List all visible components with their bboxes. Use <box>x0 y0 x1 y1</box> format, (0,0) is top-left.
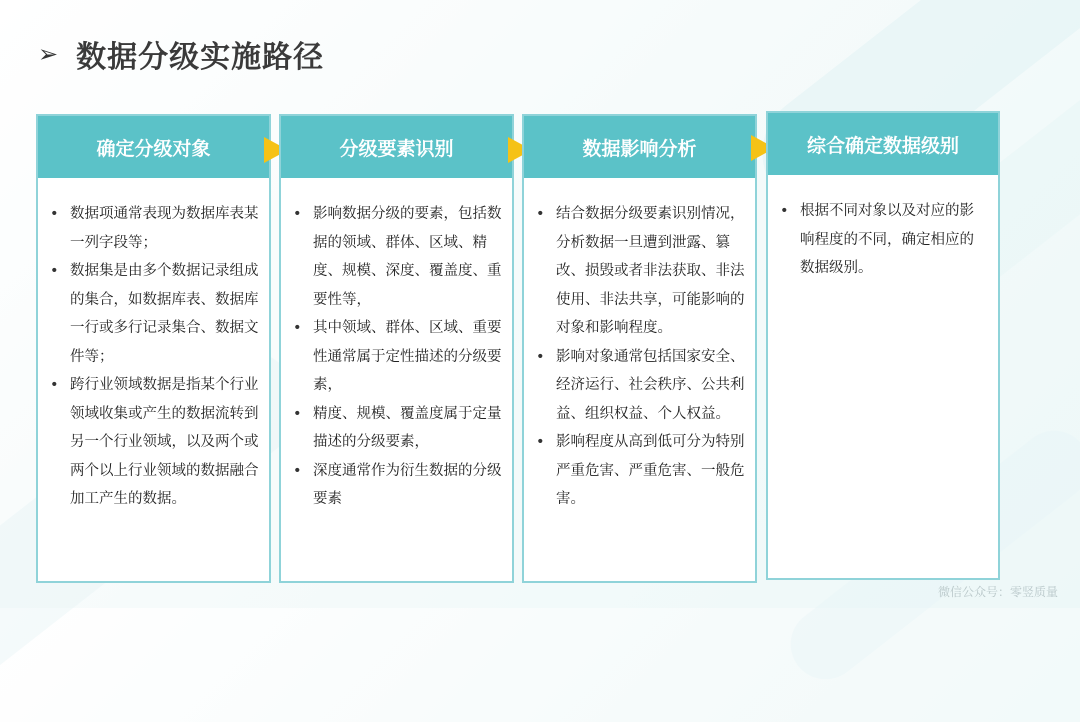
slide-title: 数据分级实施路径 <box>76 40 325 75</box>
list-item: • 数据集是由多个数据记录组成的集合，如数据库表、数据库一行或多行记录集合、数据文件等； <box>50 257 259 371</box>
list-item: • 影响数据分级的要素，包括数据的领域、群体、区域、精度、规模、深度、覆盖度、重要性等， <box>293 200 502 314</box>
title-arrow-icon: ➢ <box>38 40 59 68</box>
title-bar <box>38 32 324 76</box>
list-item: • 影响程度从高到低可分为特别严重危害、严重危害、一般危害。 <box>536 428 745 514</box>
list-item: • 结合数据分级要素识别情况，分析数据一旦遭到泄露、篡改、损毁或者非法获取、非法使用、非法共享，可能影响的对象和影响程度。 <box>536 200 745 343</box>
column-classification-object <box>36 114 271 583</box>
bullet-list <box>50 200 259 514</box>
bullet-list <box>293 200 502 514</box>
list-item: • 根据不同对象以及对应的影响程度的不同，确定相应的数据级别。 <box>780 197 988 283</box>
column-header: 分级要素识别 <box>281 116 512 178</box>
list-item: • 精度、规模、覆盖度属于定量描述的分级要素， <box>293 400 502 457</box>
list-item: • 跨行业领域数据是指某个行业领域收集或产生的数据流转到另一个行业领域，以及两个或两个以上行业领域的数据融合加工产生的数据。 <box>50 371 259 514</box>
column-impact-analysis <box>522 114 757 583</box>
bullet-list <box>536 200 745 514</box>
column-element-identification <box>279 114 514 583</box>
column-determine-level <box>766 111 1000 580</box>
bullet-list <box>780 197 988 283</box>
column-header: 综合确定数据级别 <box>768 113 998 175</box>
list-item: • 其中领域、群体、区域、重要性通常属于定性描述的分级要素， <box>293 314 502 400</box>
list-item: • 数据项通常表现为数据库表某一列字段等； <box>50 200 259 257</box>
column-header: 确定分级对象 <box>38 116 269 178</box>
list-item: • 深度通常作为衍生数据的分级要素 <box>293 457 502 514</box>
list-item: • 影响对象通常包括国家安全、经济运行、社会秩序、公共利益、组织权益、个人权益。 <box>536 343 745 429</box>
column-header: 数据影响分析 <box>524 116 755 178</box>
watermark: 微信公众号：零竖质量 <box>937 585 1058 599</box>
